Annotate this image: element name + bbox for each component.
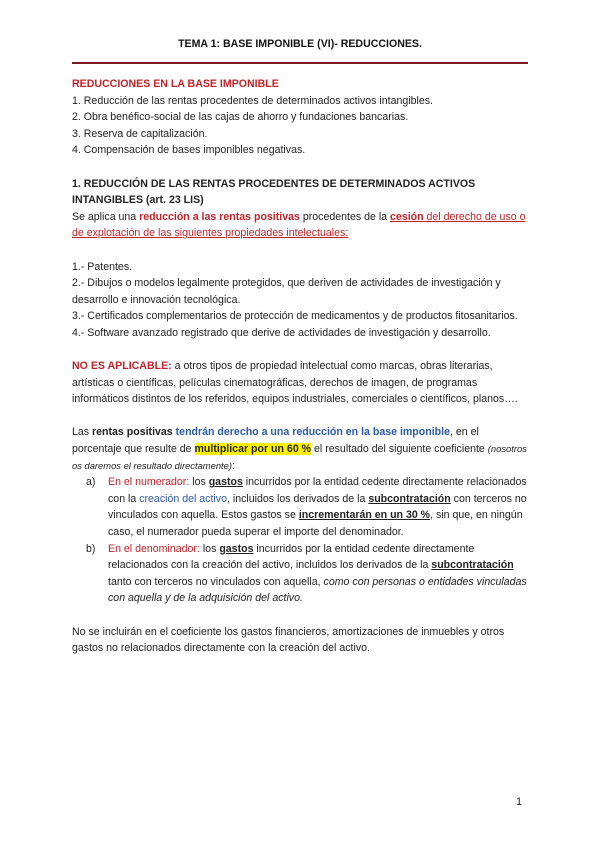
- denominador-label: En el denominador:: [108, 542, 200, 555]
- section1-intro: [72, 209, 530, 242]
- numerador-label: En el numerador:: [108, 476, 190, 489]
- numerador-incremento: incrementarán en un 30 %: [298, 509, 431, 522]
- list-marker: a): [86, 476, 96, 489]
- denominador-text: tanto con terceros no vinculados con aquella,: [108, 575, 324, 588]
- numerador-gastos: gastos: [208, 476, 243, 489]
- propiedad-item: 3.- Certificados complementarios de protección de medicamentos y de productos fitosanitarios.: [72, 310, 518, 323]
- section1-heading: [72, 176, 530, 209]
- denominador-italic: como con personas o entidades vinculadas con aquella y de la adquisición del activo.: [108, 575, 527, 605]
- rentas-note: (nosotros os daremos el resultado directamente): [72, 443, 527, 471]
- page-title: TEMA 1: BASE IMPONIBLE (VI)- REDUCCIONES.: [178, 38, 422, 50]
- rentas-blue: tendrán derecho a una reducción en la base imponible: [172, 426, 450, 439]
- propiedad-item: 2.- Dibujos o modelos legalmente protegidos, que deriven de actividades de investigación y desarrollo e innovación tecnológica.: [72, 277, 501, 306]
- no-aplicable-text: a otros tipos de propiedad intelectual como marcas, obras literarias, artísticas o científicas, películas cinematográficas, derechos de imagen, de programas informáticos distintos de los referidos, equipos industriales, comerciales o científicos, planos….: [72, 360, 518, 406]
- rentas-text: el resultado del siguiente coeficiente: [311, 443, 488, 456]
- page-number: 1: [516, 796, 523, 808]
- numerador-subcontratacion: subcontratación: [368, 492, 451, 505]
- reducciones-item: 1. Reducción de las rentas procedentes de determinados activos intangibles.: [72, 94, 433, 107]
- reducciones-item: 2. Obra benéfico-social de las cajas de ahorro y fundaciones bancarias.: [72, 111, 409, 124]
- reducciones-heading: REDUCCIONES EN LA BASE IMPONIBLE: [72, 78, 279, 90]
- document-body: [72, 76, 530, 657]
- rentas-text: Las: [72, 426, 93, 439]
- no-aplicable-label: NO ES APLICABLE:: [72, 360, 172, 373]
- denominador-item: [72, 541, 530, 607]
- rentas-paragraph: [72, 424, 530, 474]
- intro-cesion: cesión: [390, 210, 424, 223]
- numerador-text: incurridos por la entidad cedente directamente relacionados con la: [108, 476, 527, 505]
- final-paragraph: No se incluirán en el coeficiente los gastos financieros, amortizaciones de inmuebles y otros gastos no relacionados directamente con la creación del activo.: [72, 625, 505, 655]
- rentas-highlight: multiplicar por un 60 %: [194, 443, 312, 456]
- list-marker: b): [86, 542, 96, 555]
- rentas-bold: rentas positivas: [92, 426, 173, 439]
- denominador-text: los: [199, 542, 220, 555]
- reducciones-item: 4. Compensación de bases imponibles negativas.: [72, 144, 306, 157]
- title-divider: [72, 62, 528, 64]
- numerador-creacion: creación del activo: [139, 492, 227, 505]
- section1-heading-ref: (art. 23 LIS): [145, 194, 204, 207]
- intro-highlight: reducción a las rentas positivas: [139, 210, 300, 223]
- intro-underlined: del derecho de uso o de explotación de las siguientes propiedades intelectuales:: [72, 210, 526, 240]
- numerador-item: [72, 474, 530, 540]
- numerador-text: , sin que, en ningún caso, el numerador pueda superar el importe del denominador.: [108, 509, 523, 539]
- denominador-subcontratacion: subcontratación: [431, 559, 514, 572]
- section1-heading-text: 1. REDUCCIÓN DE LAS RENTAS PROCEDENTES DE DETERMINADOS ACTIVOS INTANGIBLES: [72, 177, 476, 207]
- intro-text: Se aplica una: [72, 210, 140, 223]
- numerador-text: , incluidos los derivados de la: [226, 492, 369, 505]
- propiedad-item: 4.- Software avanzado registrado que derive de actividades de investigación y desarrollo.: [72, 326, 491, 339]
- numerador-text: con terceros no vinculados con aquella. Estos gastos se: [108, 492, 527, 522]
- denominador-gastos: gastos: [219, 542, 254, 555]
- intro-text: procedentes de la: [299, 210, 391, 223]
- propiedad-item: 1.- Patentes.: [72, 260, 133, 273]
- no-aplicable-paragraph: [72, 358, 530, 408]
- reducciones-item: 3. Reserva de capitalización.: [72, 127, 208, 140]
- rentas-text: :: [231, 459, 235, 472]
- numerador-text: los: [189, 476, 209, 489]
- rentas-text: , en el porcentaje que resulte de: [72, 426, 479, 456]
- denominador-text: incurridos por la entidad cedente directamente relacionados con la creación del activo, incluidos los derivados de la: [108, 542, 475, 572]
